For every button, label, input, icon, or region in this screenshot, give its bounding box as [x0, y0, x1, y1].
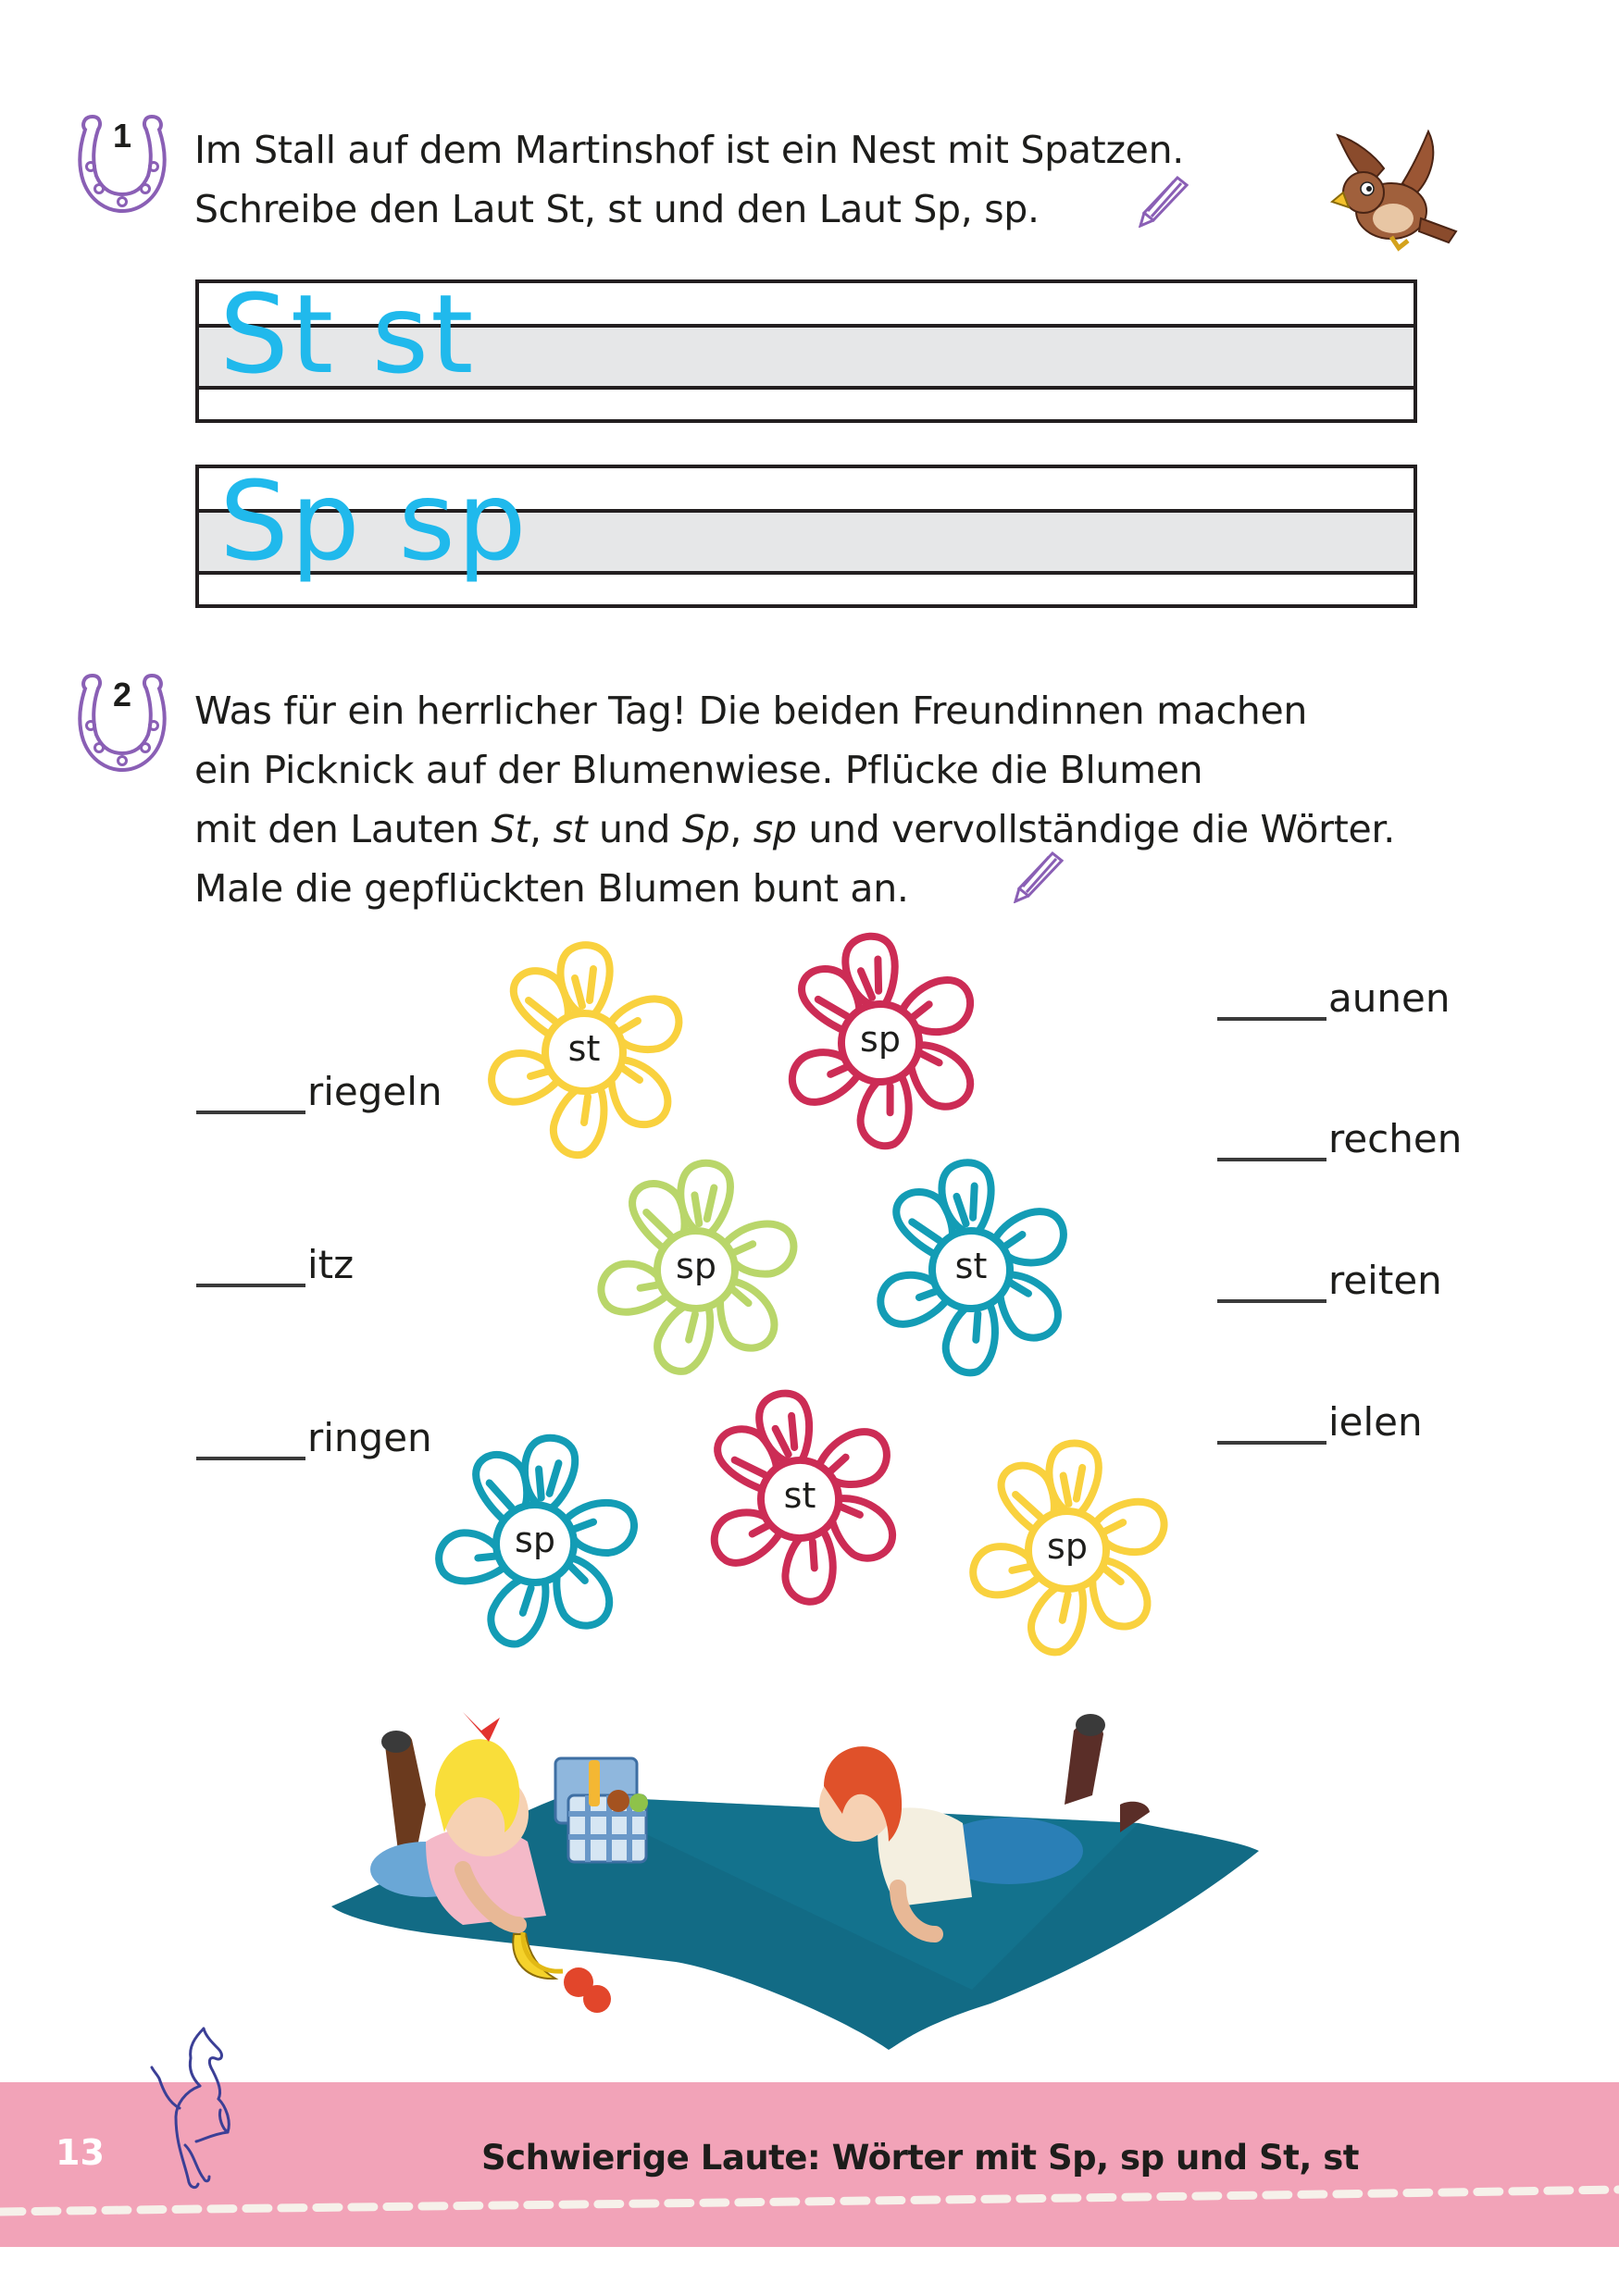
word-blank-ielen[interactable]	[1217, 1393, 1423, 1445]
word-ending: itz	[307, 1242, 355, 1287]
flower-label: sp	[860, 1019, 901, 1060]
flower-label: st	[954, 1246, 988, 1286]
italic-sound: Sp	[681, 807, 730, 851]
flower-label: sp	[676, 1246, 716, 1286]
writing-row-st[interactable]	[195, 279, 1417, 423]
answer-blank[interactable]	[196, 1456, 305, 1460]
answer-blank[interactable]	[1217, 1298, 1326, 1303]
pencil-icon	[1012, 850, 1064, 903]
text-segment: ,	[729, 807, 753, 851]
writing-row-sp[interactable]	[195, 465, 1417, 608]
rearing-horse-icon	[148, 2025, 250, 2201]
exercise-1-instructions	[194, 120, 1184, 239]
page-number: 13	[56, 2132, 105, 2173]
instruction-line: Schreibe den Laut St, st und den Laut Sp, sp.	[194, 187, 1040, 231]
answer-blank[interactable]	[1217, 1440, 1326, 1445]
chapter-title: Schwierige Laute: Wörter mit Sp, sp und St, st	[481, 2138, 1359, 2178]
answer-blank[interactable]	[1217, 1157, 1326, 1161]
flower-label: sp	[1047, 1526, 1088, 1567]
instruction-line: Male die gepflückten Blumen bunt an.	[194, 866, 909, 911]
text-segment: mit den Lauten	[194, 807, 492, 851]
flower-st-teal[interactable]	[860, 1159, 1082, 1381]
picnic-illustration	[324, 1684, 1296, 2054]
sample-letters: St st	[219, 279, 476, 398]
word-ending: reiten	[1328, 1258, 1442, 1303]
word-ending: rechen	[1328, 1116, 1463, 1161]
instruction-line: Was für ein herrlicher Tag! Die beiden Freundinnen machen	[194, 689, 1308, 733]
italic-sound: sp	[753, 807, 797, 851]
word-blank-rechen[interactable]	[1217, 1110, 1462, 1161]
exercise-number: 2	[112, 676, 132, 714]
exercise-2-badge	[76, 668, 168, 775]
flower-label: st	[783, 1475, 816, 1516]
instruction-line	[194, 800, 1395, 859]
flower-sp-yellow[interactable]	[956, 1439, 1178, 1661]
flower-sp-green[interactable]	[585, 1159, 807, 1381]
flower-sp-red[interactable]	[769, 932, 991, 1154]
answer-blank[interactable]	[196, 1110, 305, 1114]
text-segment: und	[587, 807, 682, 851]
flower-st-red[interactable]	[689, 1388, 911, 1610]
word-blank-reiten[interactable]	[1217, 1251, 1442, 1303]
word-blank-itz[interactable]	[196, 1235, 354, 1287]
word-ending: ielen	[1328, 1399, 1423, 1445]
text-segment: und vervollständige die Wörter.	[796, 807, 1395, 851]
answer-blank[interactable]	[1217, 1016, 1326, 1021]
italic-sound: st	[553, 807, 588, 851]
word-ending: aunen	[1328, 975, 1451, 1021]
exercise-number: 1	[112, 117, 132, 155]
text-segment: ,	[529, 807, 554, 851]
word-blank-ringen[interactable]	[196, 1409, 432, 1460]
flower-label: sp	[515, 1520, 555, 1560]
instruction-line: ein Picknick auf der Blumenwiese. Pflücke die Blumen	[194, 748, 1203, 792]
flower-st-yellow[interactable]	[473, 941, 695, 1163]
exercise-1-badge	[76, 109, 168, 216]
flower-label: st	[567, 1028, 601, 1069]
italic-sound: St	[491, 807, 529, 851]
sparrow-illustration	[1319, 128, 1463, 267]
pencil-icon	[1137, 174, 1189, 228]
exercise-2-instructions	[194, 681, 1395, 918]
sample-letters: Sp sp	[219, 465, 529, 585]
word-ending: ringen	[307, 1415, 432, 1460]
word-ending: riegeln	[307, 1069, 442, 1114]
word-blank-riegeln[interactable]	[196, 1062, 442, 1114]
flower-sp-teal[interactable]	[424, 1433, 646, 1655]
instruction-line: Im Stall auf dem Martinshof ist ein Nest mit Spatzen.	[194, 128, 1185, 172]
word-blank-aunen[interactable]	[1217, 969, 1450, 1021]
answer-blank[interactable]	[196, 1283, 305, 1287]
